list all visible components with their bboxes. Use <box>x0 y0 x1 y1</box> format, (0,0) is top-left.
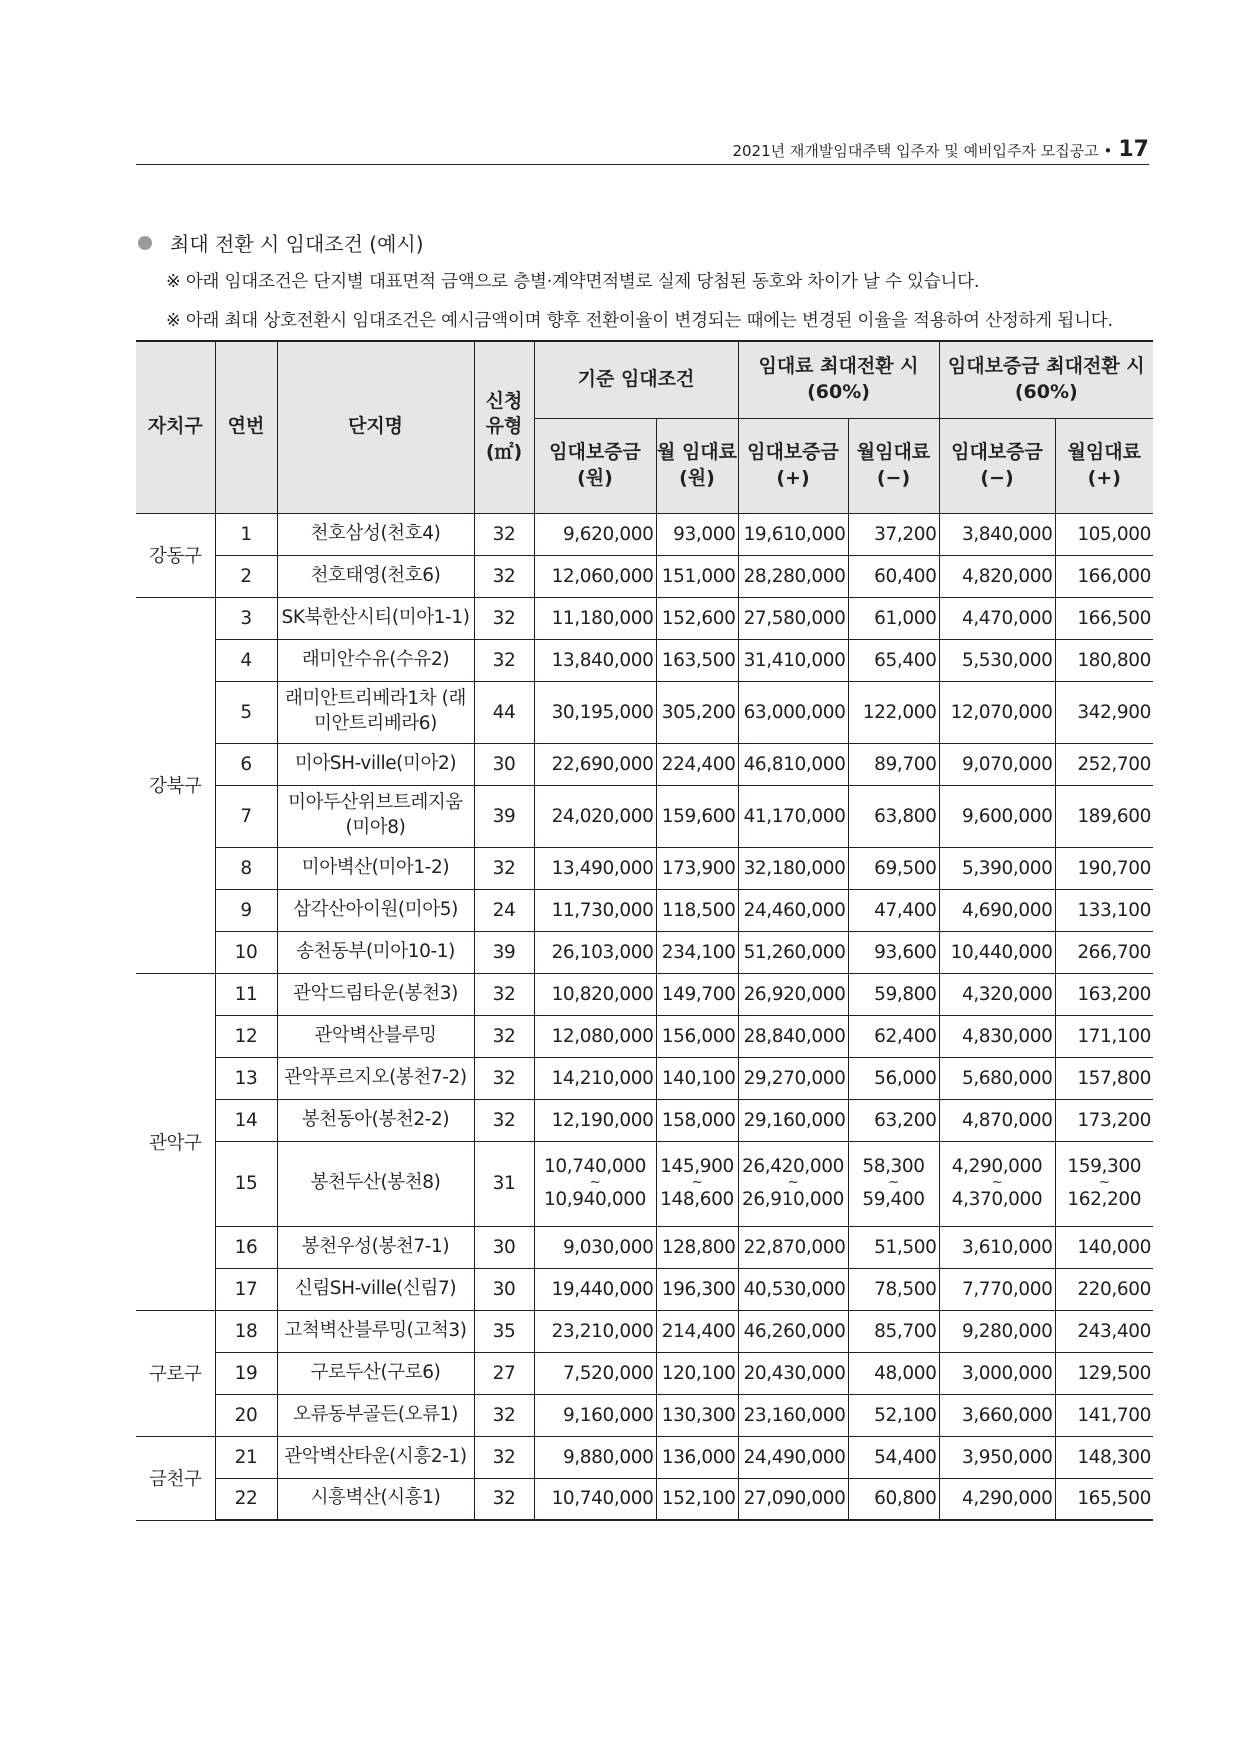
value-cell: 93,600 <box>848 931 939 973</box>
value-cell: 152,100 <box>656 1478 738 1520</box>
value-cell: 171,100 <box>1055 1015 1153 1057</box>
value-cell: 3,000,000 <box>939 1352 1055 1394</box>
value-cell: 19,440,000 <box>534 1268 656 1310</box>
value-cell: 48,000 <box>848 1352 939 1394</box>
value-cell: 149,700 <box>656 973 738 1015</box>
value-cell: 156,000 <box>656 1015 738 1057</box>
type-cell: 35 <box>474 1310 534 1352</box>
value-cell: 196,300 <box>656 1268 738 1310</box>
serial-cell: 19 <box>215 1352 277 1394</box>
type-cell: 39 <box>474 931 534 973</box>
complex-name-cell: 미아SH-ville(미아2) <box>277 743 474 785</box>
value-cell: 59,800 <box>848 973 939 1015</box>
value-cell: 11,180,000 <box>534 597 656 639</box>
value-cell: 19,610,000 <box>738 513 848 555</box>
serial-cell: 16 <box>215 1226 277 1268</box>
value-cell: 12,190,000 <box>534 1099 656 1141</box>
range-value: 145,900 <box>660 1156 734 1178</box>
value-cell: 158,000 <box>656 1099 738 1141</box>
tilde-text: ~ <box>787 1175 799 1191</box>
value-cell: 12,080,000 <box>534 1015 656 1057</box>
serial-cell: 21 <box>215 1436 277 1478</box>
value-cell: 5,390,000 <box>939 847 1055 889</box>
value-cell: 47,400 <box>848 889 939 931</box>
value-cell: 189,600 <box>1055 785 1153 847</box>
page-number: 17 <box>1118 137 1149 162</box>
range-value: 159,300 <box>1067 1156 1142 1178</box>
value-cell: 13,840,000 <box>534 639 656 681</box>
value-cell: 9,030,000 <box>534 1226 656 1268</box>
type-cell: 32 <box>474 847 534 889</box>
value-cell: 166,500 <box>1055 597 1153 639</box>
rent-conditions-table <box>136 340 1153 1521</box>
table-row <box>136 1226 1153 1268</box>
complex-name-cell: 미아두산위브트레지움 (미아8) <box>277 785 474 847</box>
value-cell: 27,090,000 <box>738 1478 848 1520</box>
note-2: ※ 아래 최대 상호전환시 임대조건은 예시금액이며 향후 전환이율이 변경되는 때에는 변경된 이율을 적용하여 산정하게 됩니다. <box>166 311 1113 331</box>
complex-name-cell: 봉천우성(봉천7-1) <box>277 1226 474 1268</box>
value-cell: 9,600,000 <box>939 785 1055 847</box>
value-cell: 29,160,000 <box>738 1099 848 1141</box>
complex-name-cell: 관악드림타운(봉천3) <box>277 973 474 1015</box>
value-cell: 61,000 <box>848 597 939 639</box>
table-row <box>136 1141 1153 1226</box>
header-complex: 단지명 <box>277 341 474 513</box>
value-cell: 9,880,000 <box>534 1436 656 1478</box>
value-cell: 234,100 <box>656 931 738 973</box>
value-range-cell <box>1055 1141 1153 1226</box>
complex-name-cell: 구로두산(구로6) <box>277 1352 474 1394</box>
header-rent-max-group: 임대료 최대전환 시(60%) <box>738 341 939 418</box>
value-cell: 4,690,000 <box>939 889 1055 931</box>
value-range-cell <box>848 1141 939 1226</box>
value-cell: 342,900 <box>1055 681 1153 743</box>
value-cell: 22,870,000 <box>738 1226 848 1268</box>
district-cell: 구로구 <box>136 1310 215 1436</box>
tilde-text: ~ <box>691 1175 703 1191</box>
complex-name-cell: 송천동부(미아10-1) <box>277 931 474 973</box>
serial-cell: 7 <box>215 785 277 847</box>
complex-name-cell: 신림SH-ville(신림7) <box>277 1268 474 1310</box>
type-cell: 44 <box>474 681 534 743</box>
table-row <box>136 785 1153 847</box>
value-cell: 11,730,000 <box>534 889 656 931</box>
value-cell: 13,490,000 <box>534 847 656 889</box>
value-cell: 24,020,000 <box>534 785 656 847</box>
value-cell: 105,000 <box>1055 513 1153 555</box>
type-cell: 32 <box>474 1057 534 1099</box>
type-cell: 32 <box>474 1015 534 1057</box>
value-cell: 190,700 <box>1055 847 1153 889</box>
table-row <box>136 1310 1153 1352</box>
serial-cell: 1 <box>215 513 277 555</box>
tilde-text: ~ <box>589 1175 601 1191</box>
range-value: 4,290,000 <box>951 1156 1043 1178</box>
table-row <box>136 1394 1153 1436</box>
type-cell: 32 <box>474 513 534 555</box>
value-cell: 140,100 <box>656 1057 738 1099</box>
value-cell: 51,500 <box>848 1226 939 1268</box>
complex-name-cell: 삼각산아이원(미아5) <box>277 889 474 931</box>
table-row <box>136 973 1153 1015</box>
value-cell: 3,950,000 <box>939 1436 1055 1478</box>
header-type: 신청 유형 (㎡) <box>474 341 534 513</box>
range-value: 26,910,000 <box>742 1188 844 1210</box>
complex-name-cell: 관악벽산타운(시흥2-1) <box>277 1436 474 1478</box>
value-cell: 56,000 <box>848 1057 939 1099</box>
header-deposit-max-group: 임대보증금 최대전환 시(60%) <box>939 341 1153 418</box>
value-cell: 63,800 <box>848 785 939 847</box>
value-cell: 41,170,000 <box>738 785 848 847</box>
serial-cell: 20 <box>215 1394 277 1436</box>
serial-cell: 22 <box>215 1478 277 1520</box>
complex-name-cell: 래미안트리베라1차 (래미안트리베라6) <box>277 681 474 743</box>
value-cell: 52,100 <box>848 1394 939 1436</box>
type-cell: 39 <box>474 785 534 847</box>
value-cell: 23,210,000 <box>534 1310 656 1352</box>
value-cell: 27,580,000 <box>738 597 848 639</box>
value-cell: 224,400 <box>656 743 738 785</box>
value-cell: 214,400 <box>656 1310 738 1352</box>
type-cell: 32 <box>474 555 534 597</box>
header-base-group: 기준 임대조건 <box>534 341 738 418</box>
value-cell: 46,810,000 <box>738 743 848 785</box>
value-cell: 4,820,000 <box>939 555 1055 597</box>
header-rmax-deposit: 임대보증금 (+) <box>738 418 848 513</box>
value-cell: 5,530,000 <box>939 639 1055 681</box>
district-cell: 강북구 <box>136 597 215 973</box>
value-cell: 28,280,000 <box>738 555 848 597</box>
tilde-text: ~ <box>888 1175 899 1191</box>
district-cell: 강동구 <box>136 513 215 597</box>
section-title <box>138 228 424 257</box>
complex-name-cell: 관악푸르지오(봉천7-2) <box>277 1057 474 1099</box>
value-cell: 46,260,000 <box>738 1310 848 1352</box>
value-cell: 252,700 <box>1055 743 1153 785</box>
value-cell: 129,500 <box>1055 1352 1153 1394</box>
range-value: 26,420,000 <box>742 1156 844 1178</box>
value-cell: 93,000 <box>656 513 738 555</box>
value-cell: 7,770,000 <box>939 1268 1055 1310</box>
value-cell: 4,320,000 <box>939 973 1055 1015</box>
range-value: 59,400 <box>862 1188 925 1210</box>
value-cell: 29,270,000 <box>738 1057 848 1099</box>
value-cell: 152,600 <box>656 597 738 639</box>
value-cell: 85,700 <box>848 1310 939 1352</box>
range-value: 58,300 <box>862 1156 925 1178</box>
range-value: 10,740,000 <box>544 1156 646 1178</box>
value-cell: 10,740,000 <box>534 1478 656 1520</box>
value-cell: 118,500 <box>656 889 738 931</box>
table-row <box>136 513 1153 555</box>
value-cell: 243,400 <box>1055 1310 1153 1352</box>
value-cell: 148,300 <box>1055 1436 1153 1478</box>
serial-cell: 13 <box>215 1057 277 1099</box>
value-cell: 62,400 <box>848 1015 939 1057</box>
table-row <box>136 1268 1153 1310</box>
serial-cell: 2 <box>215 555 277 597</box>
value-cell: 140,000 <box>1055 1226 1153 1268</box>
value-cell: 4,870,000 <box>939 1099 1055 1141</box>
value-cell: 180,800 <box>1055 639 1153 681</box>
value-cell: 4,470,000 <box>939 597 1055 639</box>
type-cell: 32 <box>474 973 534 1015</box>
range-value: 4,370,000 <box>951 1188 1043 1210</box>
serial-cell: 15 <box>215 1141 277 1226</box>
table-row <box>136 597 1153 639</box>
table-row <box>136 639 1153 681</box>
value-cell: 60,400 <box>848 555 939 597</box>
complex-name-cell: 봉천동아(봉천2-2) <box>277 1099 474 1141</box>
value-cell: 128,800 <box>656 1226 738 1268</box>
serial-cell: 3 <box>215 597 277 639</box>
type-cell: 31 <box>474 1141 534 1226</box>
table-row <box>136 681 1153 743</box>
header-base-deposit: 임대보증금 (원) <box>534 418 656 513</box>
complex-name-cell: 시흥벽산(시흥1) <box>277 1478 474 1520</box>
page-header <box>136 128 1149 165</box>
tilde-text: ~ <box>1099 1175 1110 1191</box>
value-cell: 63,000,000 <box>738 681 848 743</box>
value-cell: 63,200 <box>848 1099 939 1141</box>
value-cell: 89,700 <box>848 743 939 785</box>
value-cell: 122,000 <box>848 681 939 743</box>
header-district: 자치구 <box>136 341 215 513</box>
value-cell: 151,000 <box>656 555 738 597</box>
value-cell: 31,410,000 <box>738 639 848 681</box>
serial-cell: 14 <box>215 1099 277 1141</box>
type-cell: 30 <box>474 1268 534 1310</box>
value-cell: 23,160,000 <box>738 1394 848 1436</box>
value-cell: 120,100 <box>656 1352 738 1394</box>
serial-cell: 6 <box>215 743 277 785</box>
value-cell: 173,900 <box>656 847 738 889</box>
table-row <box>136 847 1153 889</box>
value-cell: 10,440,000 <box>939 931 1055 973</box>
value-cell: 54,400 <box>848 1436 939 1478</box>
complex-name-cell: 오류동부골든(오류1) <box>277 1394 474 1436</box>
table-row <box>136 889 1153 931</box>
complex-name-cell: 고척벽산블루밍(고척3) <box>277 1310 474 1352</box>
value-cell: 4,830,000 <box>939 1015 1055 1057</box>
complex-name-cell: 봉천두산(봉천8) <box>277 1141 474 1226</box>
table-row <box>136 1015 1153 1057</box>
note-1: ※ 아래 임대조건은 단지별 대표면적 금액으로 층별·계약면적별로 실제 당첨된 동호와 차이가 날 수 있습니다. <box>166 272 980 292</box>
value-cell: 14,210,000 <box>534 1057 656 1099</box>
table-row <box>136 931 1153 973</box>
bullet-icon <box>138 236 152 250</box>
value-cell: 9,280,000 <box>939 1310 1055 1352</box>
value-cell: 9,620,000 <box>534 513 656 555</box>
complex-name-cell: 래미안수유(수유2) <box>277 639 474 681</box>
district-cell: 관악구 <box>136 973 215 1310</box>
value-cell: 159,600 <box>656 785 738 847</box>
table-row <box>136 1099 1153 1141</box>
type-cell: 32 <box>474 1394 534 1436</box>
value-cell: 22,690,000 <box>534 743 656 785</box>
complex-name-cell: 관악벽산블루밍 <box>277 1015 474 1057</box>
header-dmax-rent: 월임대료 (+) <box>1055 418 1153 513</box>
table-row <box>136 1478 1153 1520</box>
value-cell: 24,490,000 <box>738 1436 848 1478</box>
value-cell: 305,200 <box>656 681 738 743</box>
serial-cell: 17 <box>215 1268 277 1310</box>
complex-name-cell: 천호삼성(천호4) <box>277 513 474 555</box>
range-value: 10,940,000 <box>544 1188 646 1210</box>
value-cell: 28,840,000 <box>738 1015 848 1057</box>
complex-name-cell: 천호태영(천호6) <box>277 555 474 597</box>
value-cell: 30,195,000 <box>534 681 656 743</box>
value-cell: 3,610,000 <box>939 1226 1055 1268</box>
header-rmax-rent: 월임대료 (−) <box>848 418 939 513</box>
type-cell: 32 <box>474 1099 534 1141</box>
value-cell: 166,000 <box>1055 555 1153 597</box>
table-row <box>136 555 1153 597</box>
value-cell: 141,700 <box>1055 1394 1153 1436</box>
value-cell: 65,400 <box>848 639 939 681</box>
value-cell: 26,103,000 <box>534 931 656 973</box>
serial-cell: 5 <box>215 681 277 743</box>
table-row <box>136 1436 1153 1478</box>
value-cell: 133,100 <box>1055 889 1153 931</box>
serial-cell: 11 <box>215 973 277 1015</box>
tilde-text: ~ <box>991 1175 1003 1191</box>
value-range-cell <box>534 1141 656 1226</box>
serial-cell: 9 <box>215 889 277 931</box>
value-cell: 157,800 <box>1055 1057 1153 1099</box>
value-cell: 7,520,000 <box>534 1352 656 1394</box>
value-cell: 78,500 <box>848 1268 939 1310</box>
table-body <box>136 513 1153 1520</box>
type-cell: 32 <box>474 1478 534 1520</box>
value-range-cell <box>656 1141 738 1226</box>
value-cell: 9,070,000 <box>939 743 1055 785</box>
table-row <box>136 1352 1153 1394</box>
header-title: 2021년 재개발임대주택 입주자 및 예비입주자 모집공고 • <box>732 142 1113 160</box>
value-cell: 173,200 <box>1055 1099 1153 1141</box>
value-cell: 12,070,000 <box>939 681 1055 743</box>
value-cell: 24,460,000 <box>738 889 848 931</box>
type-cell: 24 <box>474 889 534 931</box>
serial-cell: 8 <box>215 847 277 889</box>
value-cell: 165,500 <box>1055 1478 1153 1520</box>
table-row <box>136 743 1153 785</box>
type-cell: 32 <box>474 639 534 681</box>
value-cell: 136,000 <box>656 1436 738 1478</box>
value-cell: 51,260,000 <box>738 931 848 973</box>
value-cell: 220,600 <box>1055 1268 1153 1310</box>
range-value: 148,600 <box>660 1188 734 1210</box>
value-cell: 9,160,000 <box>534 1394 656 1436</box>
district-cell: 금천구 <box>136 1436 215 1520</box>
value-cell: 4,290,000 <box>939 1478 1055 1520</box>
serial-cell: 12 <box>215 1015 277 1057</box>
serial-cell: 18 <box>215 1310 277 1352</box>
value-cell: 12,060,000 <box>534 555 656 597</box>
serial-cell: 4 <box>215 639 277 681</box>
complex-name-cell: SK북한산시티(미아1-1) <box>277 597 474 639</box>
type-cell: 32 <box>474 1436 534 1478</box>
value-cell: 26,920,000 <box>738 973 848 1015</box>
header-dmax-deposit: 임대보증금 (−) <box>939 418 1055 513</box>
section-title-text: 최대 전환 시 임대조건 (예시) <box>170 232 424 256</box>
value-range-cell <box>738 1141 848 1226</box>
complex-name-cell: 미아벽산(미아1-2) <box>277 847 474 889</box>
value-cell: 130,300 <box>656 1394 738 1436</box>
header-text <box>732 137 1149 162</box>
value-cell: 20,430,000 <box>738 1352 848 1394</box>
value-cell: 163,500 <box>656 639 738 681</box>
type-cell: 32 <box>474 597 534 639</box>
header-base-rent: 월 임대료 (원) <box>656 418 738 513</box>
value-cell: 163,200 <box>1055 973 1153 1015</box>
value-cell: 69,500 <box>848 847 939 889</box>
value-cell: 10,820,000 <box>534 973 656 1015</box>
value-range-cell <box>939 1141 1055 1226</box>
value-cell: 40,530,000 <box>738 1268 848 1310</box>
type-cell: 30 <box>474 743 534 785</box>
serial-cell: 10 <box>215 931 277 973</box>
table-row <box>136 1057 1153 1099</box>
type-cell: 27 <box>474 1352 534 1394</box>
type-cell: 30 <box>474 1226 534 1268</box>
value-cell: 60,800 <box>848 1478 939 1520</box>
range-value: 162,200 <box>1067 1188 1142 1210</box>
value-cell: 3,840,000 <box>939 513 1055 555</box>
value-cell: 5,680,000 <box>939 1057 1055 1099</box>
header-serial: 연번 <box>215 341 277 513</box>
value-cell: 32,180,000 <box>738 847 848 889</box>
value-cell: 37,200 <box>848 513 939 555</box>
value-cell: 3,660,000 <box>939 1394 1055 1436</box>
value-cell: 266,700 <box>1055 931 1153 973</box>
